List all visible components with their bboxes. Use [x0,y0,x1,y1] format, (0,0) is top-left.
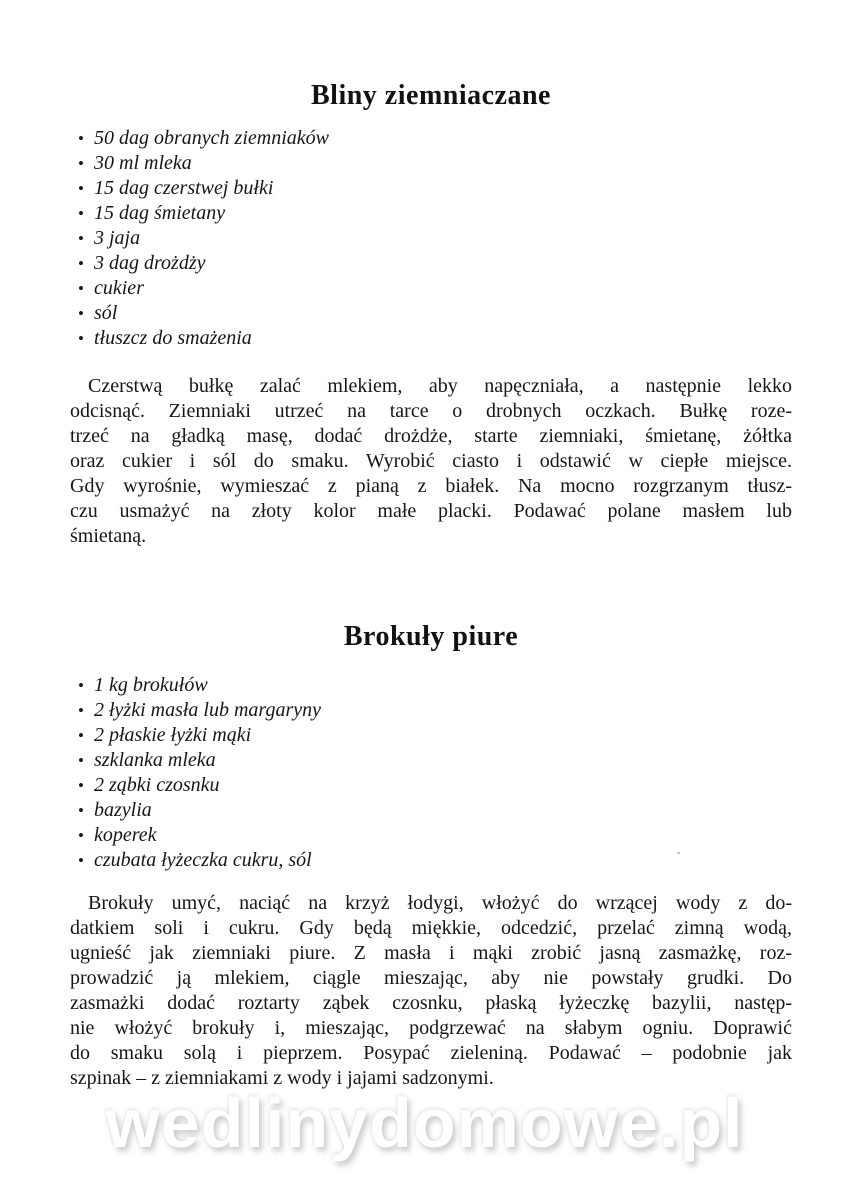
instruction-line: prowadzić ją mlekiem, ciągle mieszając, aby nie powstały grudki. Do [70,967,792,989]
bullet-icon: • [78,154,84,173]
instruction-line: ugnieść jak ziemniaki piure. Z masła i mąki zrobić jasną zasmażkę, roz- [70,942,792,964]
bullet-icon: • [78,254,84,273]
instruction-line: Czerstwą bułkę zalać mlekiem, aby napęczniała, a następnie lekko [88,375,792,397]
ingredient-list-bliny [78,126,329,351]
ingredient-list-brokuly [78,673,321,873]
bullet-icon: • [78,676,84,695]
instruction-line: śmietaną. [70,525,147,547]
recipe-title-bliny: Bliny ziemniaczane [311,80,551,111]
instructions-bliny [70,374,792,549]
instruction-line: oraz cukier i sól do smaku. Wyrobić ciasto i odstawić w ciepłe miejsce. [70,450,792,472]
ingredient-text: czubata łyżeczka cukru, sól [94,849,312,871]
bullet-icon: • [78,279,84,298]
ingredient-text: 15 dag śmietany [94,202,226,224]
instruction-line: do smaku solą i pieprzem. Posypać zieleniną. Podawać – podobnie jak [70,1042,792,1064]
recipe-title-brokuly: Brokuły piure [343,621,519,652]
ingredient-text: tłuszcz do smażenia [94,327,252,349]
ingredient-item [78,276,329,301]
ingredient-text: 1 kg brokułów [94,674,208,696]
ingredient-item [78,301,329,326]
ingredient-item [78,698,321,723]
instruction-line: odcisnąć. Ziemniaki utrzeć na tarce o drobnych oczkach. Bułkę roze- [70,400,792,422]
ingredient-item [78,326,329,351]
ingredient-item [78,251,329,276]
ingredient-item [78,773,321,798]
bullet-icon: • [78,701,84,720]
instruction-line: trzeć na gładką masę, dodać drożdże, starte ziemniaki, śmietanę, żółtka [70,425,792,447]
ingredient-item [78,723,321,748]
ingredient-text: szklanka mleka [94,749,216,771]
instructions-brokuly [70,891,792,1091]
instruction-line: Brokuły umyć, naciąć na krzyż łodygi, włożyć do wrzącej wody z do- [88,892,792,914]
instruction-line: zasmażki dodać roztarty ząbek czosnku, płaską łyżeczkę bazylii, następ- [70,992,792,1014]
instruction-line: Gdy wyrośnie, wymieszać z pianą z białek. Na mocno rozgrzanym tłusz- [70,475,792,497]
instruction-line: nie włożyć brokuły i, mieszając, podgrzewać na słabym ogniu. Doprawić [70,1017,792,1039]
ingredient-text: 2 łyżki masła lub margaryny [94,699,322,721]
ingredient-item [78,673,321,698]
ingredient-text: 3 dag drożdży [94,252,206,274]
bullet-icon: • [78,229,84,248]
ingredient-text: 3 jaja [94,227,141,249]
bullet-icon: • [78,826,84,845]
instruction-line: szpinak – z ziemniakami z wody i jajami sadzonymi. [70,1067,494,1089]
ingredient-text: 2 ząbki czosnku [94,774,220,796]
bullet-icon: • [78,329,84,348]
ingredient-item [78,126,329,151]
ingredient-text: bazylia [94,799,152,821]
ingredient-text: 2 płaskie łyżki mąki [94,724,252,746]
bullet-icon: • [78,129,84,148]
ingredient-item [78,226,329,251]
bullet-icon: • [78,179,84,198]
ingredient-text: 30 ml mleka [94,152,192,174]
ingredient-item [78,798,321,823]
ingredient-text: koperek [94,824,157,846]
bullet-icon: • [78,851,84,870]
ingredient-item [78,823,321,848]
bullet-icon: • [78,776,84,795]
ingredient-item [78,201,329,226]
ingredient-text: sól [94,302,118,324]
instruction-line: czu usmażyć na złoty kolor małe placki. Podawać polane masłem lub [70,500,792,522]
bullet-icon: • [78,304,84,323]
bullet-icon: • [78,726,84,745]
ingredient-text: cukier [94,277,144,299]
watermark: wedlinydomowe.pl [105,1084,744,1162]
bullet-icon: • [78,801,84,820]
scan-artifact [677,852,680,854]
instruction-line: datkiem soli i cukru. Gdy będą miękkie, odcedzić, przelać zimną wodą, [70,917,792,939]
ingredient-item [78,176,329,201]
bullet-icon: • [78,751,84,770]
ingredient-text: 15 dag czerstwej bułki [94,177,274,199]
ingredient-item [78,748,321,773]
ingredient-item [78,151,329,176]
ingredient-item [78,848,321,873]
bullet-icon: • [78,204,84,223]
ingredient-text: 50 dag obranych ziemniaków [94,127,329,149]
